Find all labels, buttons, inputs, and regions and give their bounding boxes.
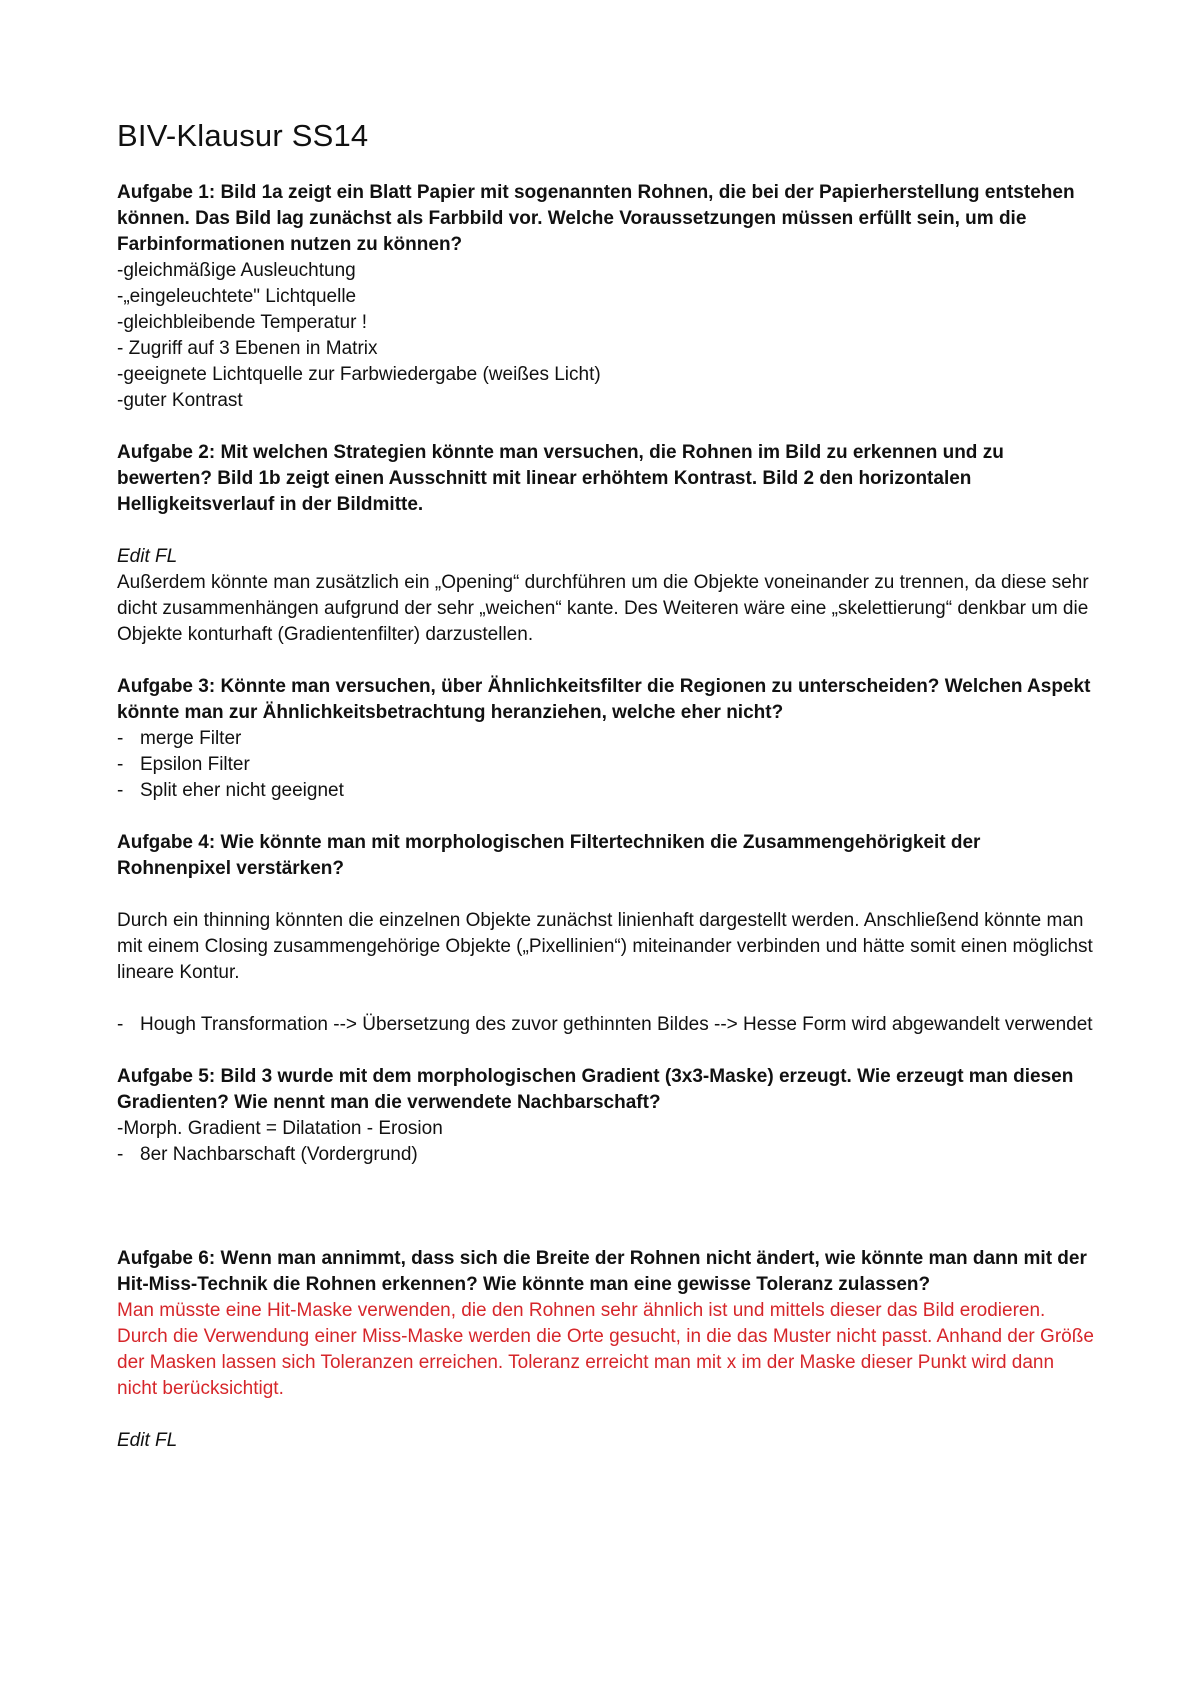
question-2: Aufgabe 2: Mit welchen Strategien könnte man versuchen, die Rohnen im Bild zu erkennen und zu bewerten? Bild 1b zeigt einen Ausschnitt mit linear erhöhtem Kontrast. Bild 2 den horizontalen Helligkeitsverlauf in der Bildmitte. xyxy=(117,442,1004,515)
answer-6: Man müsste eine Hit-Maske verwenden, die den Rohnen sehr ähnlich ist und mittels dieser das Bild erodieren. Durch die Verwendung einer Miss-Maske werden die Orte gesucht, in die das Muster nicht passt. Anhand der Größe der Masken lassen sich Toleranzen erreichen. Toleranz erreicht man mit x im der Maske dieser Punkt wird dann nicht berücksichtigt. xyxy=(117,1300,1094,1399)
answer-4-list xyxy=(117,1012,1097,1038)
answer-1-line: -geeignete Lichtquelle zur Farbwiedergabe (weißes Licht) xyxy=(117,364,601,385)
question-5: Aufgabe 5: Bild 3 wurde mit dem morphologischen Gradient (3x3-Maske) erzeugt. Wie erzeugt man diesen Gradienten? Wie nennt man die verwendete Nachbarschaft? xyxy=(117,1066,1074,1113)
document-page xyxy=(117,118,1097,1454)
list-item: - Hough Transformation --> Übersetzung des zuvor gethinnten Bildes --> Hesse Form wird abgewandelt verwendet xyxy=(117,1014,1093,1035)
answer-2: Außerdem könnte man zusätzlich ein „Opening“ durchführen um die Objekte voneinander zu trennen, da diese sehr dicht zusammenhängen aufgrund der sehr „weichen“ kante. Des Weiteren wäre eine „skelettierung“ denkbar um die Objekte konturhaft (Gradientenfilter) darzustellen. xyxy=(117,572,1089,645)
edit-note: Edit FL xyxy=(117,546,178,567)
list-item: - merge Filter xyxy=(117,728,242,749)
answer-5-list xyxy=(117,1142,1097,1168)
answer-1-line: -gleichmäßige Ausleuchtung xyxy=(117,260,356,281)
question-1: Aufgabe 1: Bild 1a zeigt ein Blatt Papier mit sogenannten Rohnen, die bei der Papierherstellung entstehen können. Das Bild lag zunächst als Farbbild vor. Welche Voraussetzungen müssen erfüllt sein, um die Farbinformationen nutzen zu können? xyxy=(117,182,1075,255)
answer-5-line: -Morph. Gradient = Dilatation - Erosion xyxy=(117,1118,443,1139)
list-item: - 8er Nachbarschaft (Vordergrund) xyxy=(117,1144,418,1165)
edit-note: Edit FL xyxy=(117,1430,178,1451)
question-3: Aufgabe 3: Könnte man versuchen, über Ähnlichkeitsfilter die Regionen zu unterscheiden? Welchen Aspekt könnte man zur Ähnlichkeitsbetrachtung heranziehen, welche eher nicht? xyxy=(117,676,1091,723)
answer-3-list xyxy=(117,726,1097,804)
answer-1-line: -„eingeleuchtete" Lichtquelle xyxy=(117,286,357,307)
question-6: Aufgabe 6: Wenn man annimmt, dass sich die Breite der Rohnen nicht ändert, wie könnte man dann mit der Hit-Miss-Technik die Rohnen erkennen? Wie könnte man eine gewisse Toleranz zulassen? xyxy=(117,1248,1087,1295)
list-item: - Epsilon Filter xyxy=(117,754,250,775)
answer-1-line: -gleichbleibende Temperatur ! xyxy=(117,312,367,333)
page-title: BIV-Klausur SS14 xyxy=(117,118,369,153)
question-4: Aufgabe 4: Wie könnte man mit morphologischen Filtertechniken die Zusammengehörigkeit der Rohnenpixel verstärken? xyxy=(117,832,981,879)
list-item: - Split eher nicht geeignet xyxy=(117,780,344,801)
answer-4: Durch ein thinning könnten die einzelnen Objekte zunächst linienhaft dargestellt werden. Anschließend könnte man mit einem Closing zusammengehörige Objekte („Pixellinien“) miteinander verbinden und hätte somit einen möglichst lineare Kontur. xyxy=(117,910,1093,983)
answer-1-line: -guter Kontrast xyxy=(117,390,243,411)
answer-1-line: - Zugriff auf 3 Ebenen in Matrix xyxy=(117,338,378,359)
